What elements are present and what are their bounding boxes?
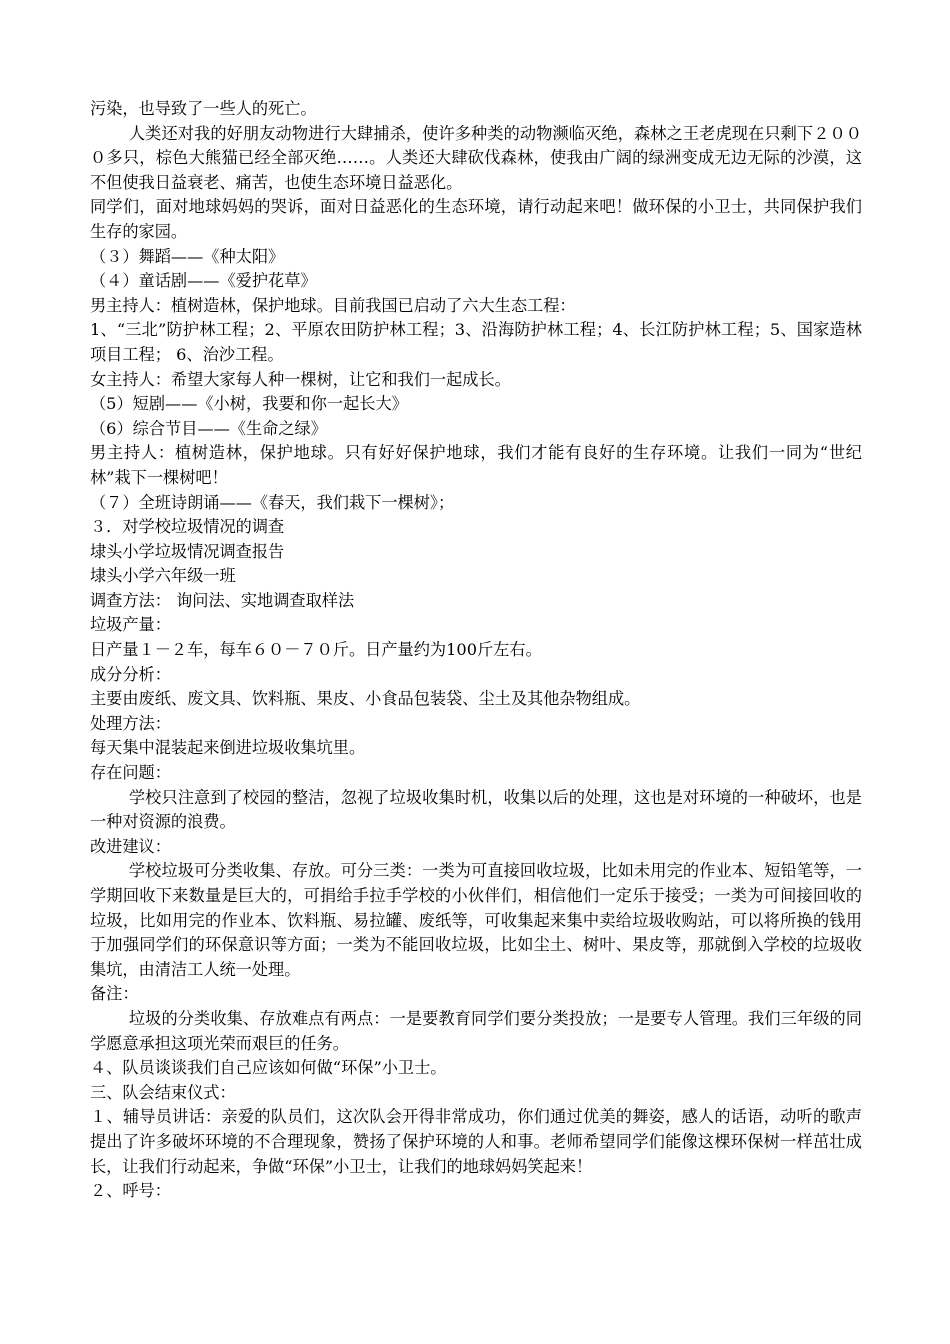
report-title: 埭头小学垃圾情况调查报告 bbox=[90, 541, 285, 561]
label-composition: 成分分析： bbox=[90, 664, 171, 684]
composition-detail: 主要由废纸、废文具、饮料瓶、果皮、小食品包装袋、尘土及其他杂物组成。 bbox=[90, 689, 641, 709]
handling-detail: 每天集中混装起来倒进垃圾收集坑里。 bbox=[90, 738, 366, 758]
section-survey-heading: ３．对学校垃圾情况的调查 bbox=[90, 517, 285, 537]
label-handling: 处理方法： bbox=[90, 713, 171, 733]
label-garbage-output: 垃圾产量： bbox=[90, 615, 171, 635]
garbage-output-detail: 日产量１－２车，每车６０－７０斤。日产量约为100斤左右。 bbox=[90, 640, 542, 660]
survey-method: 调查方法： 询问法、实地调查取样法 bbox=[90, 590, 355, 610]
report-class: 埭头小学六年级一班 bbox=[90, 566, 236, 586]
problems-detail: 学校只注意到了校园的整洁，忽视了垃圾收集时机，收集以后的处理，这也是对环境的一种破坏，也是一种对资源的浪费。 bbox=[90, 787, 862, 832]
program-item-short-play: （5）短剧——《小树，我要和你一起长大》 bbox=[90, 394, 408, 414]
label-suggestions: 改进建议： bbox=[90, 836, 171, 856]
suggestions-detail: 学校垃圾可分类收集、存放。可分三类：一类为可直接回收垃圾，比如未用完的作业本、短铅笔等，一学期回收下来数量是巨大的，可捐给手拉手学校的小伙伴们，相信他们一定乐于接受；一类为可间接回收的垃圾，比如用完的作业本、饮料瓶、易拉罐、废纸等，可收集起来集中卖给垃圾收购站，可以将所换的钱用于加强同学们的环保意识等方面；一类为不能回收垃圾，比如尘土、树叶、果皮等，那就倒入学校的垃圾收集坑，由清洁工人统一处理。 bbox=[90, 861, 862, 979]
program-item-dance: （３）舞蹈——《种太阳》 bbox=[90, 246, 285, 266]
item-slogan: ２、呼号： bbox=[90, 1181, 171, 1201]
section-closing-ceremony: 三、队会结束仪式： bbox=[90, 1082, 236, 1102]
label-notes: 备注： bbox=[90, 984, 139, 1004]
male-host-line-2: 男主持人：植树造林，保护地球。只有好好保护地球，我们才能有良好的生存环境。让我们一同为“世纪林”栽下一棵树吧！ bbox=[90, 443, 862, 487]
program-item-fairy-tale: （４）童话剧——《爱护花草》 bbox=[90, 271, 317, 291]
document-body bbox=[90, 97, 862, 1204]
female-host-line: 女主持人：希望大家每人种一棵树，让它和我们一起成长。 bbox=[90, 369, 511, 389]
paragraph-animal-hunting: 人类还对我的好朋友动物进行大肆捕杀，使许多种类的动物濒临灭绝，森林之王老虎现在只剩下２０００多只，棕色大熊猫已经全部灭绝……。人类还大肆砍伐森林，使我由广阔的绿洲变成无边无际的沙漠，这不但使我日益衰老、痛苦，也使生态环境日益恶化。 bbox=[90, 123, 862, 192]
paragraph-pollution-deaths: 污染，也导致了一些人的死亡。 bbox=[90, 99, 317, 118]
program-item-poem: （７）全班诗朗诵——《春天，我们栽下一棵树》； bbox=[90, 492, 455, 512]
label-problems: 存在问题： bbox=[90, 763, 171, 783]
paragraph-call-to-action: 同学们，面对地球妈妈的哭诉，面对日益恶化的生态环境，请行动起来吧！做环保的小卫士，共同保护我们生存的家园。 bbox=[90, 197, 862, 241]
program-item-variety: （6）综合节目——《生命之绿》 bbox=[90, 418, 327, 438]
notes-detail: 垃圾的分类收集、存放难点有两点：一是要教育同学们要分类投放；一是要专人管理。我们三年级的同学愿意承担这项光荣而艰巨的任务。 bbox=[90, 1008, 862, 1053]
ecological-projects-list: 1、“三北”防护林工程；2、平原农田防护林工程；3、沿海防护林工程；4、长江防护林工程；5、国家造林项目工程； 6、治沙工程。 bbox=[90, 320, 862, 364]
item-team-discussion: ４、队员谈谈我们自己应该如何做“环保”小卫士。 bbox=[90, 1058, 447, 1078]
counselor-speech: １、辅导员讲话：亲爱的队员们，这次队会开得非常成功，你们通过优美的舞姿，感人的话语，动听的歌声提出了许多破坏环境的不合理现象，赞扬了保护环境的人和事。老师希望同学们能像这棵环保树一样茁壮成长，让我们行动起来，争做“环保”小卫士，让我们的地球妈妈笑起来！ bbox=[90, 1107, 862, 1176]
male-host-line-1: 男主持人：植树造林，保护地球。目前我国已启动了六大生态工程： bbox=[90, 295, 576, 315]
